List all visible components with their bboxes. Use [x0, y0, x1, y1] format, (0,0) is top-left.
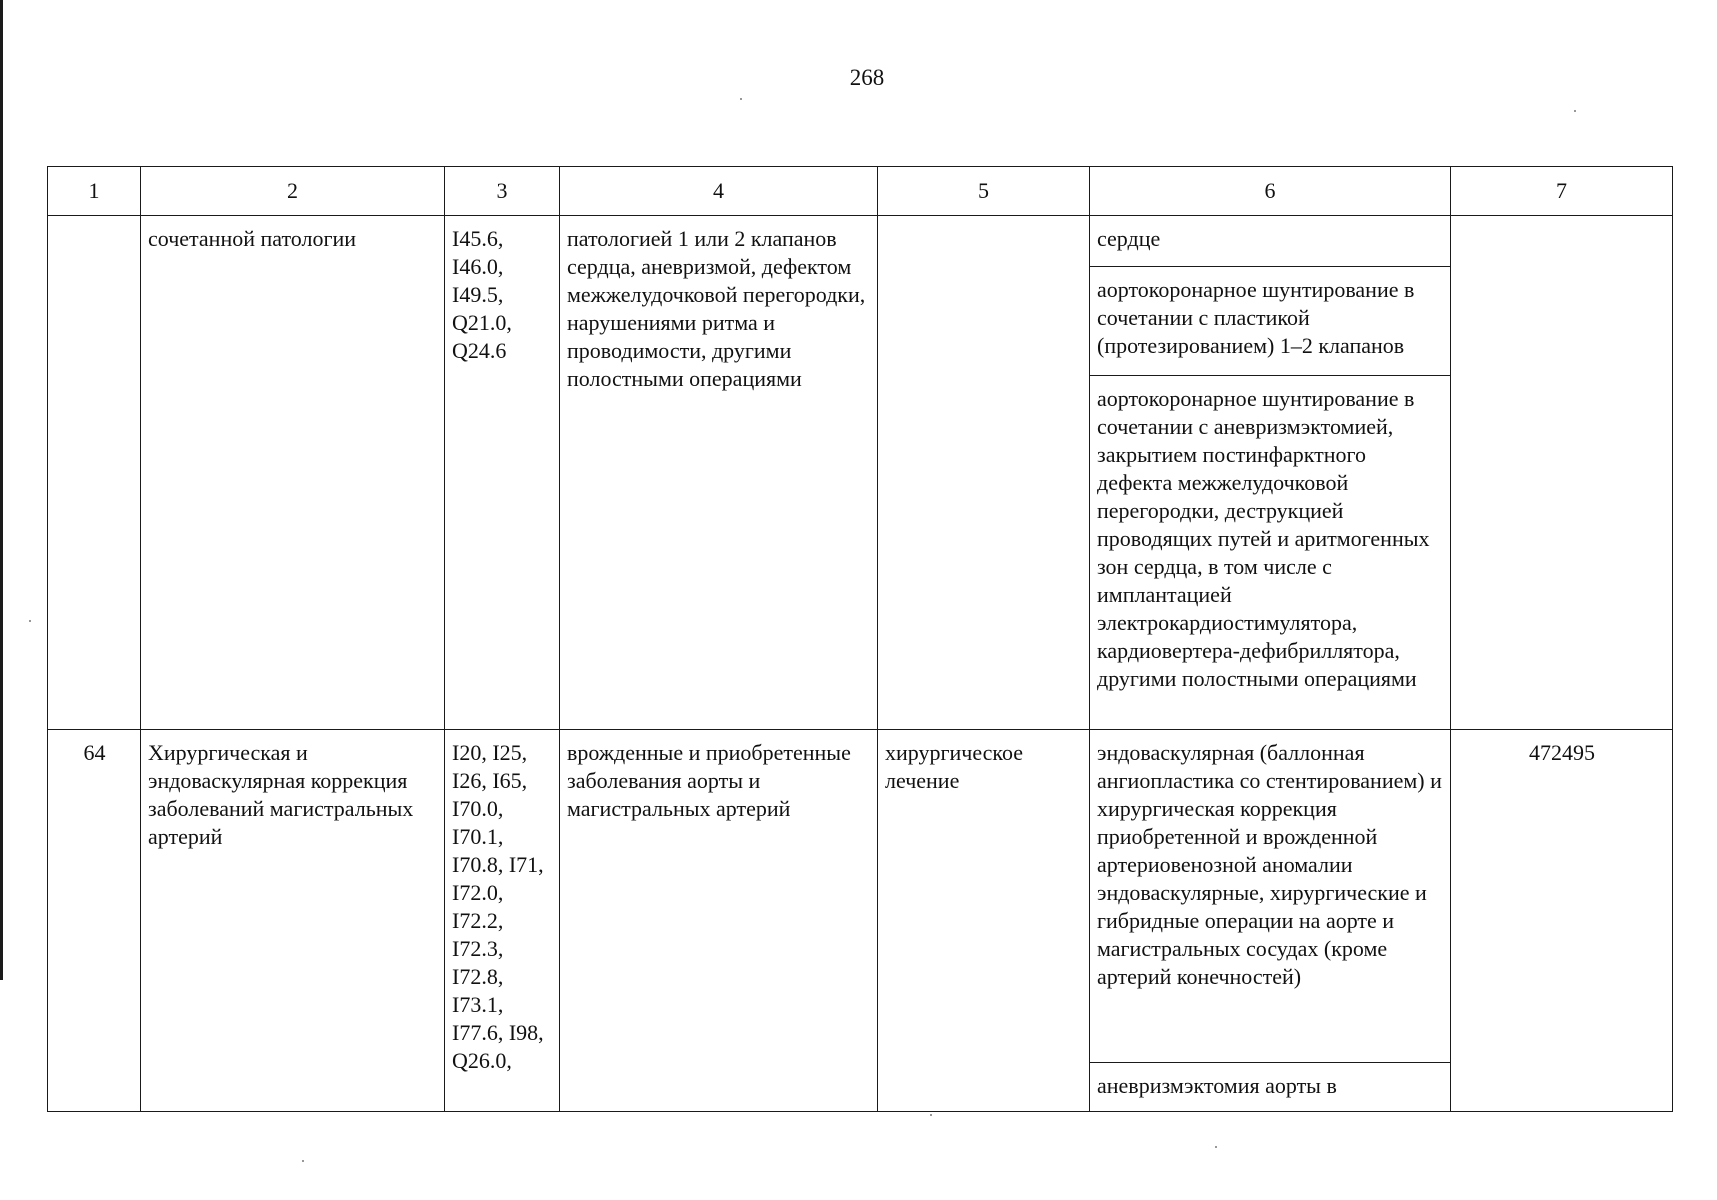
header-col-2: 2 [141, 167, 445, 216]
cell-treatment-type: хирургическое лечение [878, 730, 1090, 1112]
scan-speck [740, 98, 742, 100]
scan-speck [302, 1160, 304, 1162]
cell-method: эндоваскулярная (баллонная ангиопластика со стентированием) и хирургическая коррекция приобретенной и врожденной артериовенозной аномалии эндоваскулярные, хирургические и гибридные операции на аорте и магистральных сосудах (кроме артерий конечностей) [1090, 730, 1451, 1063]
cell-cost [1451, 216, 1673, 730]
cell-number [48, 216, 141, 730]
cell-codes: I45.6, I46.0, I49.5, Q21.0, Q24.6 [445, 216, 560, 730]
header-col-3: 3 [445, 167, 560, 216]
scan-speck [1574, 110, 1576, 112]
header-col-6: 6 [1090, 167, 1451, 216]
header-col-1: 1 [48, 167, 141, 216]
cell-number: 64 [48, 730, 141, 1112]
header-col-4: 4 [560, 167, 878, 216]
cell-patient-model: патологией 1 или 2 клапанов сердца, аневризмой, дефектом межжелудочковой перегородки, нарушениями ритма и проводимости, другими полостными операциями [560, 216, 878, 730]
page-number: 268 [849, 65, 885, 90]
scan-speck [930, 1114, 932, 1116]
scan-left-edge [0, 0, 3, 980]
header-row [48, 167, 1673, 216]
cell-codes: I20, I25, I26, I65, I70.0, I70.1, I70.8, I71, I72.0, I72.2, I72.3, I72.8, I73.1, I77.6, I98, Q26.0, [445, 730, 560, 1112]
cell-method: сердце [1090, 216, 1451, 267]
cell-method: аортокоронарное шунтирование в сочетании с аневризмэктомией, закрытием постинфарктного дефекта межжелудочковой перегородки, деструкцией проводящих путей и аритмогенных зон сердца, в том числе с имплантацией электрокардиостимулятора, кардиовертера-дефибриллятора, другими полостными операциями [1090, 376, 1451, 730]
cell-treatment-type [878, 216, 1090, 730]
table-row [48, 216, 1673, 267]
cell-name: Хирургическая и эндоваскулярная коррекция заболеваний магистральных артерий [141, 730, 445, 1112]
cell-patient-model: врожденные и приобретенные заболевания аорты и магистральных артерий [560, 730, 878, 1112]
cell-name: сочетанной патологии [141, 216, 445, 730]
medical-care-table [47, 166, 1673, 1112]
header-col-5: 5 [878, 167, 1090, 216]
cell-method: аневризмэктомия аорты в [1090, 1063, 1451, 1112]
scan-speck [29, 620, 31, 622]
scan-speck [1215, 1146, 1217, 1148]
cell-cost: 472495 [1451, 730, 1673, 1112]
header-col-7: 7 [1451, 167, 1673, 216]
cell-method: аортокоронарное шунтирование в сочетании с пластикой (протезированием) 1–2 клапанов [1090, 267, 1451, 376]
table-row [48, 730, 1673, 1063]
